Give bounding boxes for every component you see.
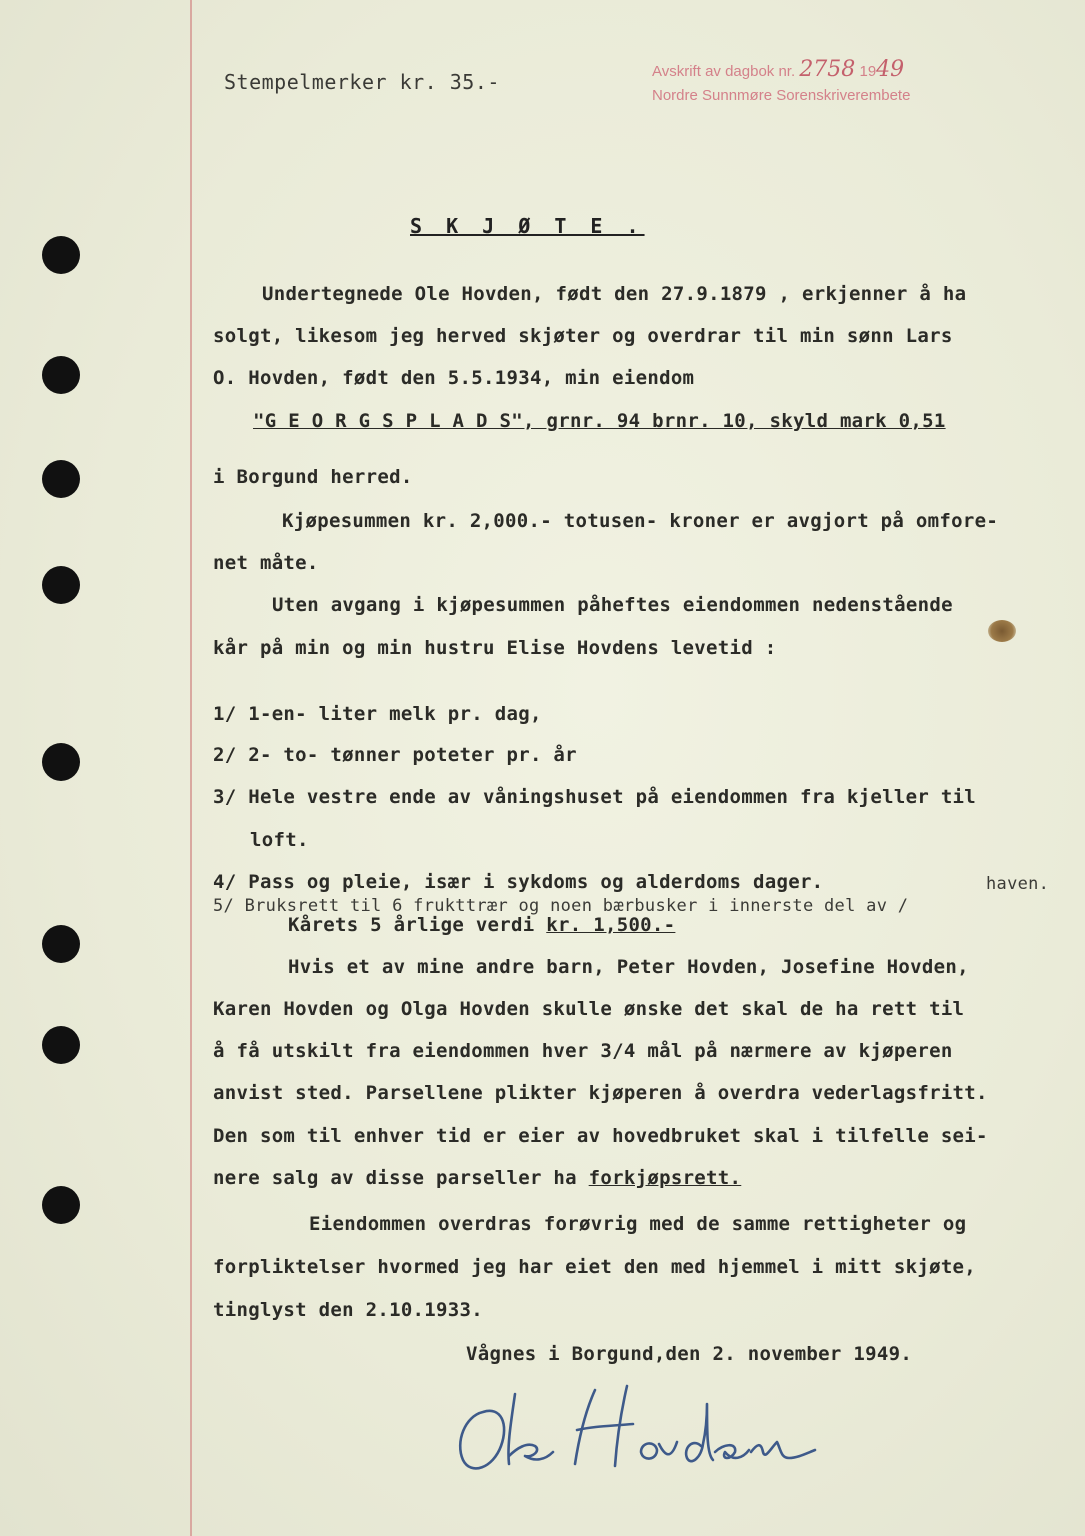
text-line: kår på min og min hustru Elise Hovdens levetid : [213, 637, 777, 659]
text-line: Hvis et av mine andre barn, Peter Hovden, Josefine Hovden, [288, 956, 969, 978]
registry-stamp-label: Avskrift av dagbok nr. [652, 63, 796, 80]
punch-hole [42, 236, 80, 274]
text-line: Den som til enhver tid er eier av hovedbruket skal i tilfelle sei- [213, 1125, 988, 1147]
registry-office-name: Nordre Sunnmøre Sorenskriverembete [652, 87, 911, 104]
value-line [288, 914, 675, 936]
margin-rule [190, 0, 192, 1536]
text-line [213, 1167, 741, 1189]
handwritten-signature [445, 1372, 825, 1482]
punch-hole [42, 566, 80, 604]
text-line: i Borgund herred. [213, 466, 413, 488]
journal-year-prefix: 19 [859, 63, 877, 80]
list-item: 3/ Hele vestre ende av våningshuset på eiendommen fra kjeller til [213, 786, 977, 808]
registry-stamp [652, 58, 910, 108]
text-segment: nere salg av disse parseller ha [213, 1167, 589, 1189]
value-label: Kårets 5 årlige verdi [288, 914, 547, 936]
property-designation: "G E O R G S P L A D S", grnr. 94 brnr. 10, skyld mark 0,51 [253, 410, 946, 432]
text-line: Uten avgang i kjøpesummen påheftes eiendommen nedenstående [272, 594, 953, 616]
journal-year: 49 [876, 57, 905, 82]
punch-hole [42, 356, 80, 394]
value-amount: kr. 1,500.- [546, 914, 676, 936]
ink-blot [988, 620, 1016, 642]
inserted-list-item: 5/ Bruksrett til 6 frukttrær og noen bærbusker i innerste del av / [213, 896, 909, 916]
text-line: O. Hovden, født den 5.5.1934, min eiendom [213, 367, 695, 389]
text-line: solgt, likesom jeg herved skjøter og overdrar til min sønn Lars [213, 325, 953, 347]
insertion-note: haven. [986, 874, 1050, 894]
document-title: S K J Ø T E . [410, 214, 645, 238]
text-line: forpliktelser hvormed jeg har eiet den med hjemmel i mitt skjøte, [213, 1256, 977, 1278]
property-line [253, 410, 946, 432]
text-line: net måte. [213, 552, 319, 574]
punch-hole [42, 743, 80, 781]
list-item: 4/ Pass og pleie, især i sykdoms og alderdoms dager. [213, 871, 824, 893]
stamp-duty-note: Stempelmerker kr. 35.- [224, 70, 500, 94]
journal-number: 2758 [799, 57, 856, 82]
punch-hole [42, 1186, 80, 1224]
list-item: 1/ 1-en- liter melk pr. dag, [213, 703, 542, 725]
punch-hole [42, 925, 80, 963]
text-line: Eiendommen overdras forøvrig med de samme rettigheter og [309, 1213, 967, 1235]
text-line: Karen Hovden og Olga Hovden skulle ønske det skal de ha rett til [213, 998, 965, 1020]
text-line: anvist sted. Parsellene plikter kjøperen å overdra vederlagsfritt. [213, 1082, 988, 1104]
punch-hole [42, 460, 80, 498]
pre-emption-right: forkjøpsrett. [588, 1167, 742, 1189]
text-line: å få utskilt fra eiendommen hver 3/4 mål på nærmere av kjøperen [213, 1040, 953, 1062]
punch-hole [42, 1026, 80, 1064]
place-and-date: Vågnes i Borgund,den 2. november 1949. [466, 1343, 913, 1365]
text-line: Undertegnede Ole Hovden, født den 27.9.1879 , erkjenner å ha [262, 283, 967, 305]
list-item-continuation: loft. [250, 829, 309, 851]
text-line: tinglyst den 2.10.1933. [213, 1299, 483, 1321]
list-item: 2/ 2- to- tønner poteter pr. år [213, 744, 577, 766]
text-line: Kjøpesummen kr. 2,000.- totusen- kroner er avgjort på omfore- [282, 510, 999, 532]
